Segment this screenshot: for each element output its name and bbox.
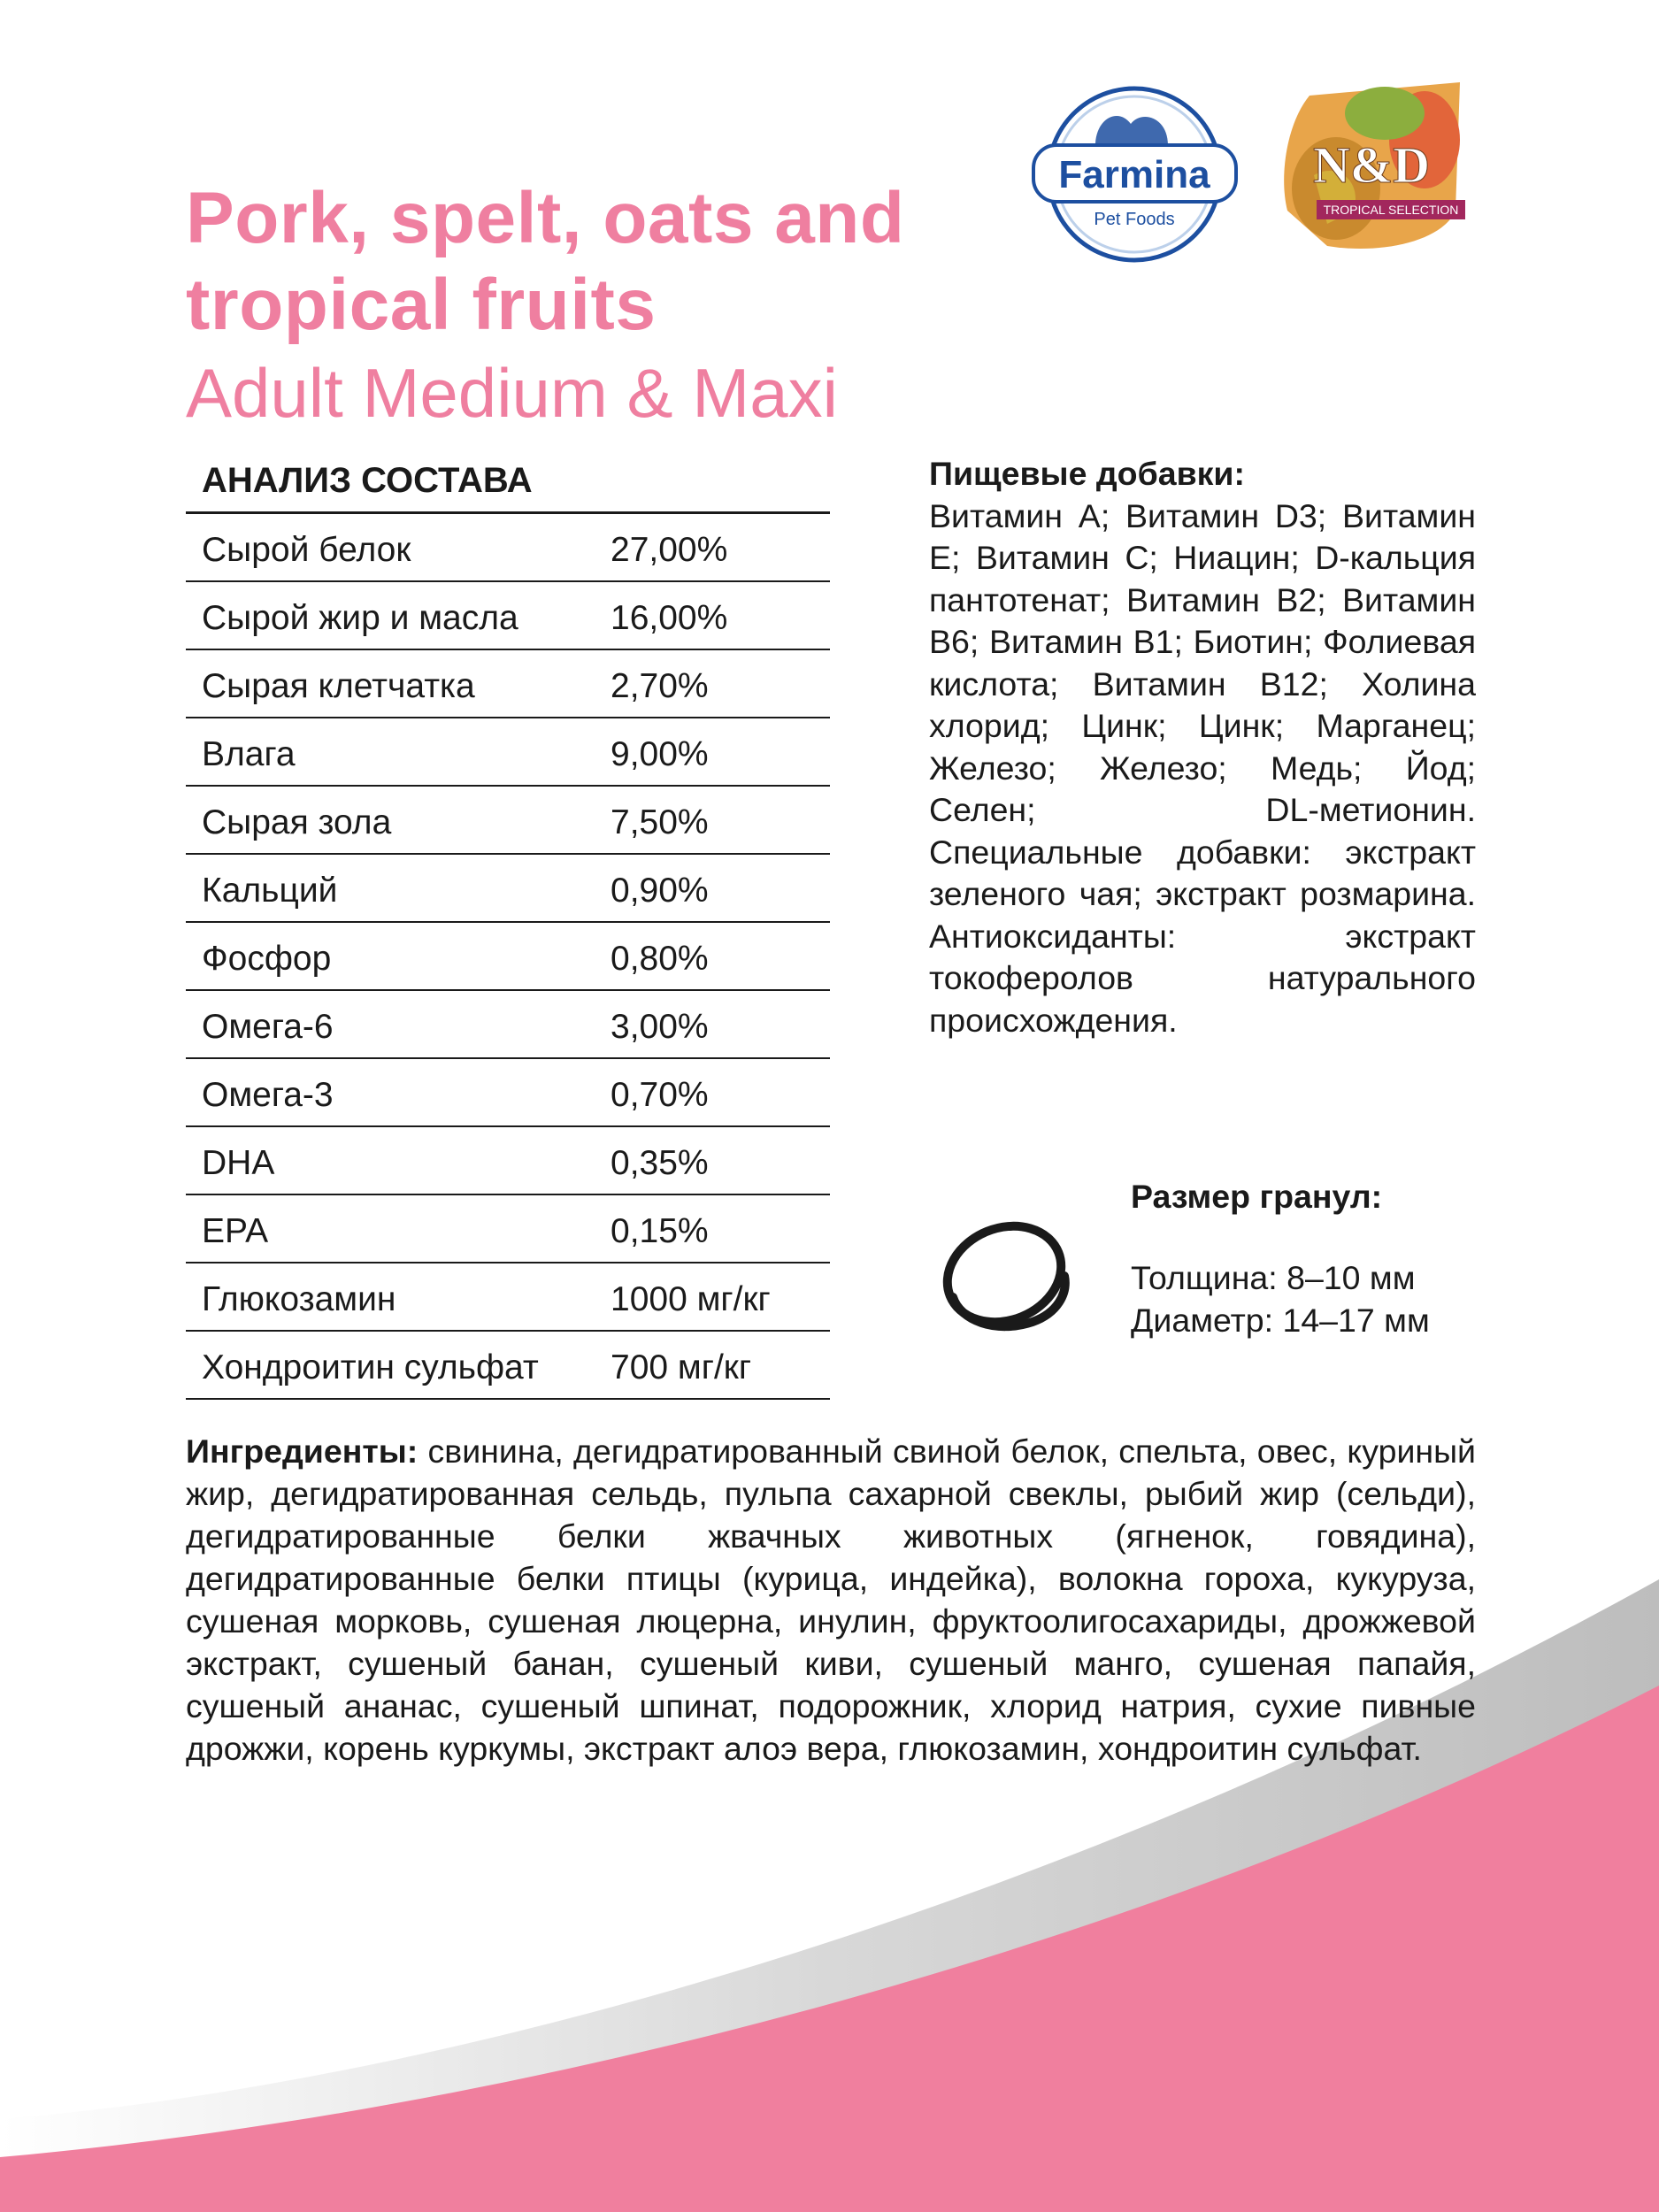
nutrient-value: 0,35% xyxy=(611,1144,709,1182)
nutrient-value: 7,50% xyxy=(611,803,709,841)
nutrient-value: 2,70% xyxy=(611,667,709,705)
nutrient-value: 0,70% xyxy=(611,1076,709,1114)
nutrient-value: 9,00% xyxy=(611,735,709,773)
analysis-row xyxy=(186,514,830,582)
nutrient-value: 0,80% xyxy=(611,940,709,978)
nutrient-value: 0,90% xyxy=(611,872,709,910)
nutrient-name: Сырая зола xyxy=(202,803,392,841)
analysis-row xyxy=(186,923,830,991)
product-title-line-1: Pork, spelt, oats and xyxy=(186,178,905,258)
product-title-line-2: tropical fruits xyxy=(186,265,657,345)
analysis-row xyxy=(186,582,830,650)
nutrient-value: 1000 мг/кг xyxy=(611,1280,771,1318)
nutrient-name: Влага xyxy=(202,735,296,773)
analysis-row xyxy=(186,650,830,718)
analysis-table xyxy=(186,458,830,1400)
nutrient-value: 16,00% xyxy=(611,599,728,637)
nutrient-name: Глюкозамин xyxy=(202,1280,396,1318)
nutrient-name: DHA xyxy=(202,1144,275,1182)
farmina-sub: Pet Foods xyxy=(1094,210,1175,229)
kibble-thickness: Толщина: 8–10 мм xyxy=(1131,1259,1416,1296)
nutrient-name: Омега-3 xyxy=(202,1076,334,1114)
nutrient-name: EPA xyxy=(202,1212,269,1250)
farmina-logo xyxy=(1026,81,1243,267)
ingredients-text: свинина, дегидратированный свиной белок, спельта, овес, куриный жир, дегидратированная сельдь, пульпа сахарной свеклы, рыбий жир (сельди), дегидратированные белки жвачных животных (ягненок, говядина), дегидратированные белки птицы (курица, индейка), волокна гороха, кукуруза, сушеная морковь, сушеная люцерна, инулин, фруктоолигосахариды, дрожжевой экстракт, сушеный банан, сушеный киви, сушеный манго, сушеная папайя, сушеный ананас, сушеный шпинат, подорожник, хлорид натрия, сухие пивные дрожжи, корень куркумы, экстракт алоэ вера, глюкозамин, хондроитин сульфат. xyxy=(186,1432,1476,1767)
kibble-heading: Размер гранул: xyxy=(1131,1178,1383,1215)
analysis-row xyxy=(186,991,830,1059)
nutrient-name: Сырой белок xyxy=(202,531,411,569)
nutrient-value: 3,00% xyxy=(611,1008,709,1046)
analysis-row xyxy=(186,1127,830,1195)
nutrient-name: Сырой жир и масла xyxy=(202,599,518,637)
nutrient-value: 27,00% xyxy=(611,531,728,569)
nutrient-name: Омега-6 xyxy=(202,1008,334,1046)
analysis-row xyxy=(186,855,830,923)
nutrient-value: 700 мг/кг xyxy=(611,1348,752,1386)
analysis-row xyxy=(186,1332,830,1400)
nd-tropical-logo xyxy=(1274,78,1473,255)
nd-sub: TROPICAL SELECTION xyxy=(1323,203,1459,217)
nutrient-value: 0,15% xyxy=(611,1212,709,1250)
product-subtitle: Adult Medium & Maxi xyxy=(186,354,838,432)
analysis-row xyxy=(186,1263,830,1332)
kibble-size-block xyxy=(1131,1175,1520,1341)
farmina-name: Farmina xyxy=(1058,153,1210,196)
ingredients-block xyxy=(186,1430,1476,1770)
analysis-heading: АНАЛИЗ СОСТАВА xyxy=(186,458,830,514)
nutrient-name: Сырая клетчатка xyxy=(202,667,475,705)
analysis-row xyxy=(186,1059,830,1127)
nd-mark: N&D xyxy=(1312,136,1431,194)
analysis-row xyxy=(186,718,830,787)
additives-block xyxy=(929,453,1476,1041)
nutrient-name: Кальций xyxy=(202,872,338,910)
nutrient-name: Хондроитин сульфат xyxy=(202,1348,539,1386)
ingredients-label: Ингредиенты: xyxy=(186,1432,428,1470)
additives-heading: Пищевые добавки: xyxy=(929,455,1245,492)
analysis-row xyxy=(186,787,830,855)
nutrient-name: Фосфор xyxy=(202,940,332,978)
additives-text: Витамин A; Витамин D3; Витамин E; Витамин C; Ниацин; D-кальция пантотенат; Витамин B2; Витамин B6; Витамин B1; Биотин; Фолиевая кислота; Витамин B12; Холина хлорид; Цинк; Цинк; Марганец; Железо; Железо; Медь; Йод; Селен; DL-метионин. Специальные добавки: экстракт зеленого чая; экстракт розмарина. Антиоксиданты: экстракт токоферолов натурального происхождения. xyxy=(929,496,1476,1039)
analysis-row xyxy=(186,1195,830,1263)
product-title-block xyxy=(186,175,982,437)
kibble-diameter: Диаметр: 14–17 мм xyxy=(1131,1302,1430,1339)
kibble-icon xyxy=(933,1212,1075,1345)
